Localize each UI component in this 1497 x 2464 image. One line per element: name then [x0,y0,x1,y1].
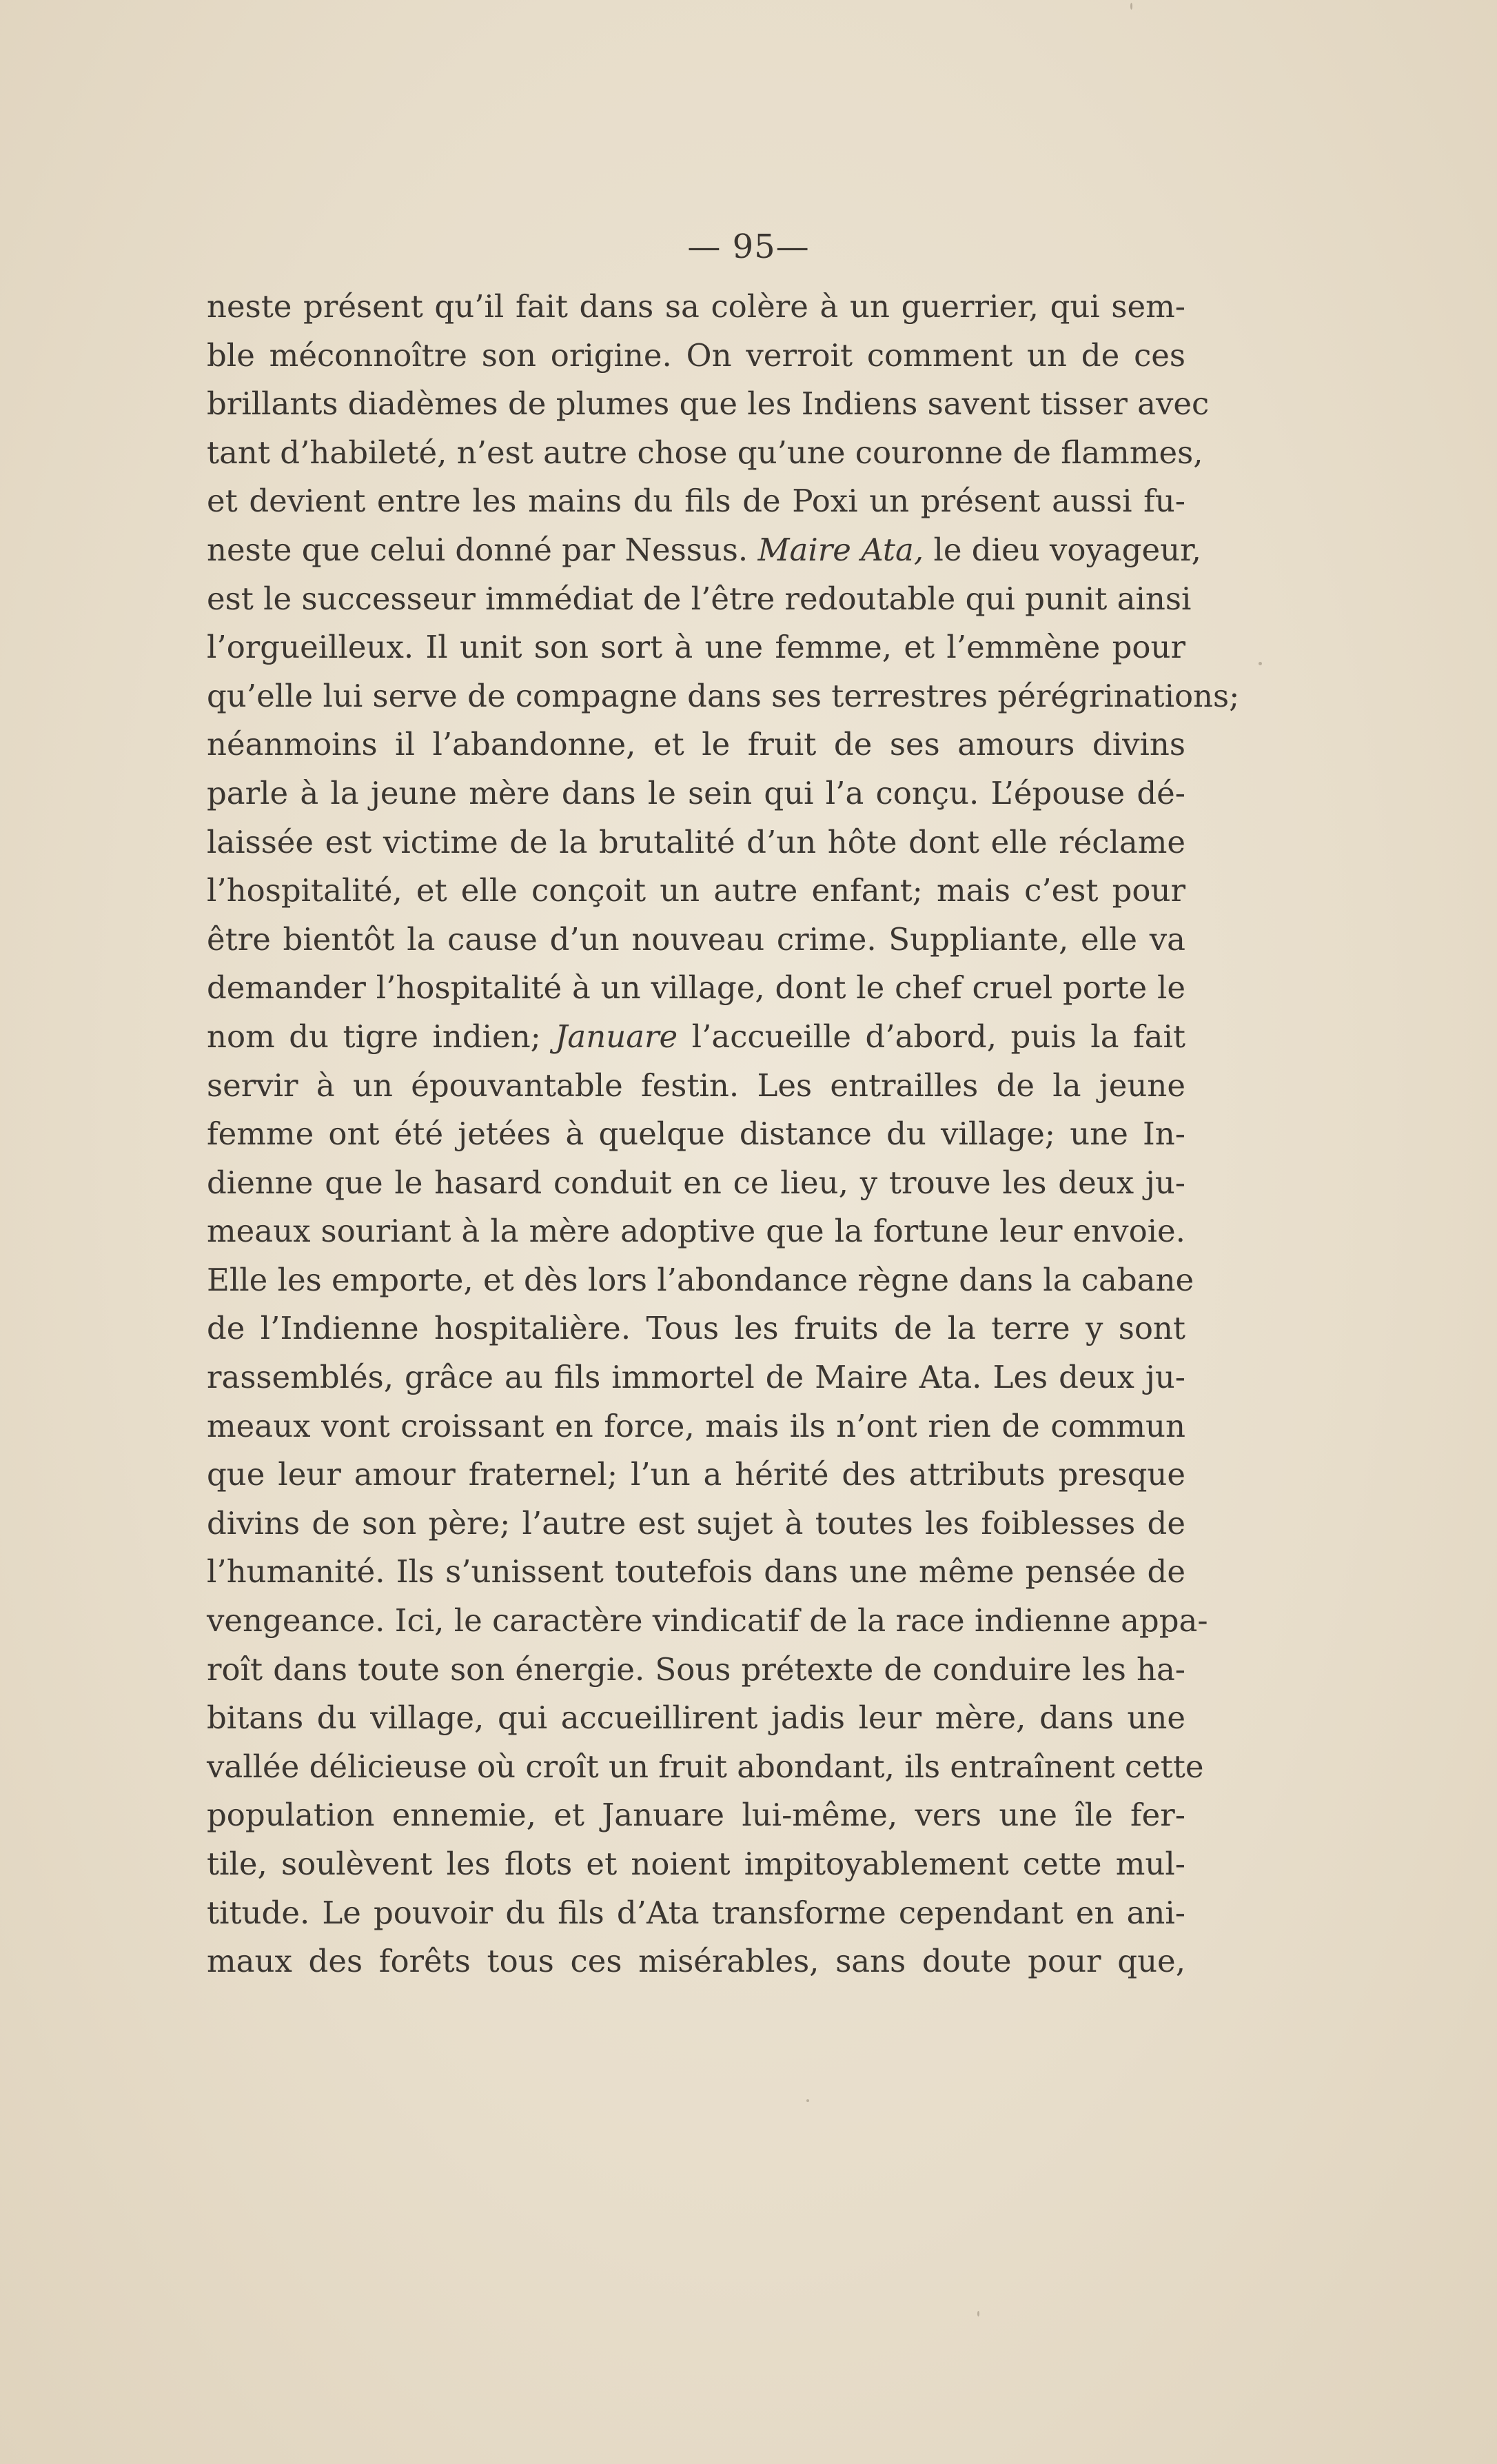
text-segment: neste que celui donné par Nessus. [207,531,758,568]
text-line: ble méconnoître son origine. On verroit comment un de ces [207,336,1185,374]
paper-speck [977,2311,979,2316]
text-line: femme ont été jetées à quelque distance du village; une In- [207,1115,1185,1153]
text-line: vallée délicieuse où croît un fruit abondant, ils entraînent cette [207,1748,1204,1785]
text-line: roît dans toute son énergie. Sous prétexte de conduire les ha- [207,1650,1185,1688]
text-line: titude. Le pouvoir du fils d’Ata transforme cependant en ani- [207,1894,1185,1931]
text-line: l’hospitalité, et elle conçoit un autre enfant; mais c’est pour [207,872,1185,909]
text-line: l’orgueilleux. Il unit son sort à une femme, et l’emmène pour [207,629,1185,666]
text-line: brillants diadèmes de plumes que les Indiens savent tisser avec [207,385,1210,423]
text-line: bitans du village, qui accueillirent jadis leur mère, dans une [207,1699,1185,1737]
text-line: laissée est victime de la brutalité d’un hôte dont elle réclame [207,823,1185,860]
text-segment: le dieu voyageur, [924,531,1201,568]
text-segment: l’accueille d’abord, puis la fait [678,1018,1185,1055]
text-line: tant d’habileté, n’est autre chose qu’une couronne de flammes, [207,434,1203,471]
text-line: neste présent qu’il fait dans sa colère à un guerrier, qui sem- [207,288,1185,325]
text-line: que leur amour fraternel; l’un a hérité des attributs presque [207,1456,1185,1493]
italic-name-januare: Januare [555,1018,678,1055]
text-line: Elle les emporte, et dès lors l’abondance règne dans la cabane [207,1261,1194,1298]
text-line: maux des forêts tous ces misérables, sans doute pour que, [207,1943,1185,1980]
paper-speck [806,2099,809,2102]
page-number: — 95— [687,228,810,266]
text-line [207,526,1201,575]
text-line: de l’Indienne hospitalière. Tous les fruits de la terre y sont [207,1310,1185,1347]
paper-speck [1259,662,1262,665]
text-line: et devient entre les mains du fils de Poxi un présent aussi fu- [207,483,1185,520]
text-line: meaux vont croissant en force, mais ils n’ont rien de commun [207,1407,1185,1444]
text-line: qu’elle lui serve de compagne dans ses terrestres pérégrinations; [207,677,1240,714]
text-line: l’humanité. Ils s’unissent toutefois dans une même pensée de [207,1553,1185,1591]
italic-name-maire-ata: Maire Ata, [757,531,924,568]
text-line: vengeance. Ici, le caractère vindicatif de la race indienne appa- [207,1602,1208,1639]
text-line: divins de son père; l’autre est sujet à toutes les foiblesses de [207,1504,1185,1542]
paper-speck [1130,3,1132,10]
text-line: est le successeur immédiat de l’être redoutable qui punit ainsi [207,580,1192,617]
text-line: néanmoins il l’abandonne, et le fruit de ses amours divins [207,726,1185,763]
text-line: servir à un épouvantable festin. Les entrailles de la jeune [207,1067,1185,1104]
body-text [207,283,1240,1986]
text-line: meaux souriant à la mère adoptive que la fortune leur envoie. [207,1213,1185,1250]
text-line: population ennemie, et Januare lui-même, vers une île fer- [207,1797,1185,1834]
text-line [207,1013,1185,1062]
text-line: être bientôt la cause d’un nouveau crime. Suppliante, elle va [207,920,1185,958]
text-line: tile, soulèvent les flots et noient impitoyablement cette mul- [207,1846,1185,1882]
text-line: parle à la jeune mère dans le sein qui l’a conçu. L’épouse dé- [207,774,1185,811]
text-line: demander l’hospitalité à un village, dont le chef cruel porte le [207,969,1185,1007]
text-line: dienne que le hasard conduit en ce lieu, y trouve les deux ju- [207,1164,1185,1201]
text-line: rassemblés, grâce au fils immortel de Maire Ata. Les deux ju- [207,1359,1185,1396]
text-segment: nom du tigre indien; [207,1018,556,1055]
